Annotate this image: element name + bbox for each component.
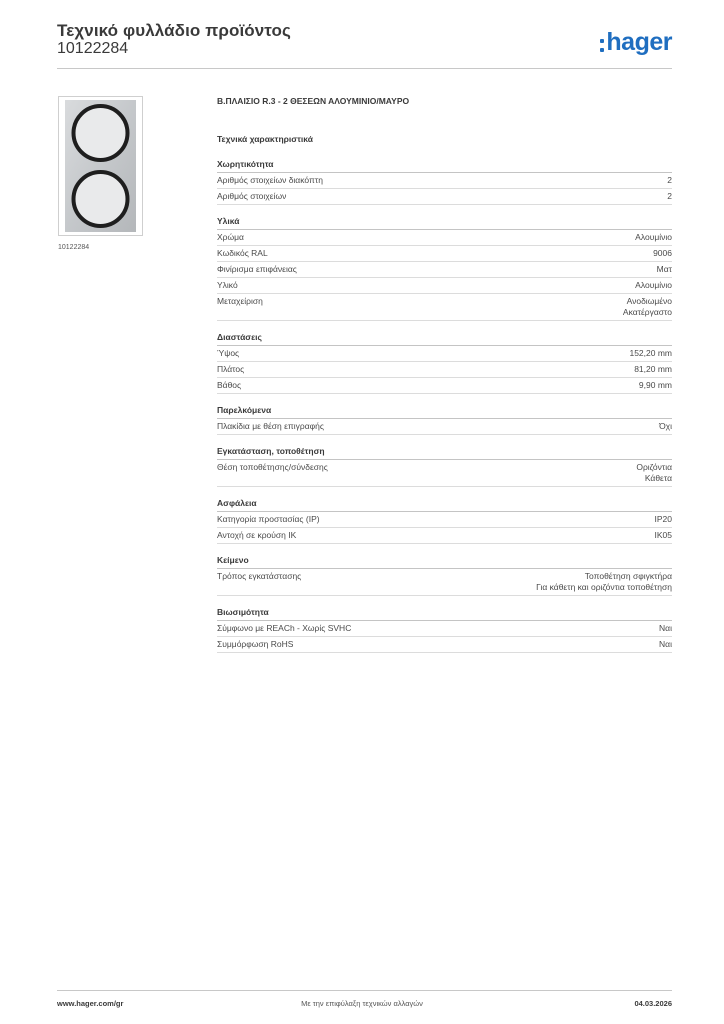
spec-value-line: 81,20 mm (634, 364, 672, 374)
spec-row (217, 460, 672, 487)
spec-value-line: Ανοδιωμένο (626, 296, 672, 306)
footer-notice: Με την επιφύλαξη τεχνικών αλλαγών (301, 999, 423, 1008)
spec-group (217, 498, 672, 544)
logo-text: hager (606, 28, 672, 56)
product-code: 10122284 (57, 40, 129, 57)
footer-date: 04.03.2026 (634, 999, 672, 1008)
spec-value-line: Όχι (659, 421, 672, 431)
spec-label: Μεταχείριση (217, 296, 263, 306)
spec-value (655, 514, 673, 525)
spec-row (217, 512, 672, 528)
spec-group-title: Υλικά (217, 216, 672, 230)
spec-row (217, 262, 672, 278)
spec-value (536, 571, 672, 593)
footer-divider (57, 990, 672, 991)
spec-group (217, 555, 672, 596)
document-title: Τεχνικό φυλλάδιο προϊόντος (57, 21, 291, 40)
tech-specs-heading: Τεχνικά χαρακτηριστικά (217, 134, 313, 144)
spec-value (667, 191, 672, 202)
spec-group-title: Χωρητικότητα (217, 159, 672, 173)
spec-row (217, 637, 672, 653)
spec-group (217, 607, 672, 653)
spec-value-line: Ακατέργαστο (622, 307, 672, 317)
spec-group (217, 159, 672, 205)
spec-value-line: Ναι (659, 639, 672, 649)
spec-value-line: Ναι (659, 623, 672, 633)
spec-value-line: Τοποθέτηση σφιγκτήρα (584, 571, 672, 581)
spec-label: Υλικό (217, 280, 238, 290)
spec-value-line: 2 (667, 191, 672, 201)
spec-value (659, 639, 672, 650)
spec-label: Ύψος (217, 348, 240, 358)
spec-row (217, 569, 672, 596)
spec-value (667, 175, 672, 186)
spec-label: Φινίρισμα επιφάνειας (217, 264, 297, 274)
spec-value (636, 462, 672, 484)
spec-value-line: IP20 (654, 514, 672, 524)
spec-group-title: Ασφάλεια (217, 498, 672, 512)
spec-label: Τρόπος εγκατάστασης (217, 571, 302, 581)
spec-value-line: 152,20 mm (629, 348, 672, 358)
spec-label: Συμμόρφωση RoHS (217, 639, 294, 649)
spec-value (659, 421, 672, 432)
spec-value-line: Οριζόντια (636, 462, 672, 472)
spec-label: Κωδικός RAL (217, 248, 268, 258)
spec-value (635, 232, 672, 243)
spec-row (217, 189, 672, 205)
spec-row (217, 278, 672, 294)
spec-group-title: Εγκατάσταση, τοποθέτηση (217, 446, 672, 460)
spec-label: Αριθμός στοιχείων διακόπτη (217, 175, 323, 185)
spec-value (657, 264, 672, 275)
spec-content (217, 96, 672, 664)
spec-value-line: 9,90 mm (638, 380, 672, 390)
hager-logo (600, 29, 672, 55)
spec-row (217, 378, 672, 394)
spec-row (217, 173, 672, 189)
product-title: Β.ΠΛΑΙΣΙΟ R.3 - 2 ΘΕΣΕΩΝ ΑΛΟΥΜΙΝΙΟ/ΜΑΥΡΟ (217, 96, 410, 106)
spec-label: Σύμφωνο με REACh - Χωρίς SVHC (217, 623, 352, 633)
double-frame-icon (59, 97, 142, 235)
header-divider (57, 68, 672, 69)
spec-row (217, 362, 672, 378)
spec-value (659, 623, 672, 634)
product-image (58, 96, 143, 236)
spec-value-line: Κάθετα (644, 473, 672, 483)
spec-row (217, 294, 672, 321)
spec-group-title: Διαστάσεις (217, 332, 672, 346)
spec-value-line: 9006 (653, 248, 672, 258)
spec-group (217, 332, 672, 394)
spec-row (217, 246, 672, 262)
spec-value (629, 348, 672, 359)
spec-value-line: Αλουμίνιο (635, 232, 672, 242)
spec-group (217, 446, 672, 487)
spec-value-line: Ματ (656, 264, 672, 274)
spec-groups (217, 159, 672, 653)
logo-colon-icon (600, 39, 604, 52)
spec-value (653, 248, 672, 259)
spec-value-line: Για κάθετη και οριζόντια τοποθέτηση (536, 582, 672, 592)
spec-row (217, 419, 672, 435)
spec-label: Βάθος (217, 380, 242, 390)
spec-row (217, 621, 672, 637)
spec-group-title: Κείμενο (217, 555, 672, 569)
spec-row (217, 346, 672, 362)
spec-label: Κατηγορία προστασίας (IP) (217, 514, 320, 524)
spec-value (623, 296, 672, 318)
spec-group (217, 405, 672, 435)
spec-value-line: 2 (667, 175, 672, 185)
spec-label: Αριθμός στοιχείων (217, 191, 287, 201)
spec-row (217, 230, 672, 246)
spec-group-title: Παρελκόμενα (217, 405, 672, 419)
spec-value-line: IK05 (654, 530, 672, 540)
spec-label: Πλάτος (217, 364, 245, 374)
spec-value (635, 280, 672, 291)
spec-group (217, 216, 672, 321)
spec-label: Χρώμα (217, 232, 244, 242)
footer-website[interactable]: www.hager.com/gr (57, 999, 124, 1008)
spec-group-title: Βιωσιμότητα (217, 607, 672, 621)
spec-row (217, 528, 672, 544)
spec-label: Αντοχή σε κρούση IK (217, 530, 297, 540)
spec-label: Πλακίδια με θέση επιγραφής (217, 421, 324, 431)
image-caption: 10122284 (58, 244, 90, 251)
spec-value-line: Αλουμίνιο (635, 280, 672, 290)
spec-value (655, 530, 673, 541)
spec-value (639, 380, 672, 391)
spec-value (634, 364, 672, 375)
spec-label: Θέση τοποθέτησης/σύνδεσης (217, 462, 328, 472)
